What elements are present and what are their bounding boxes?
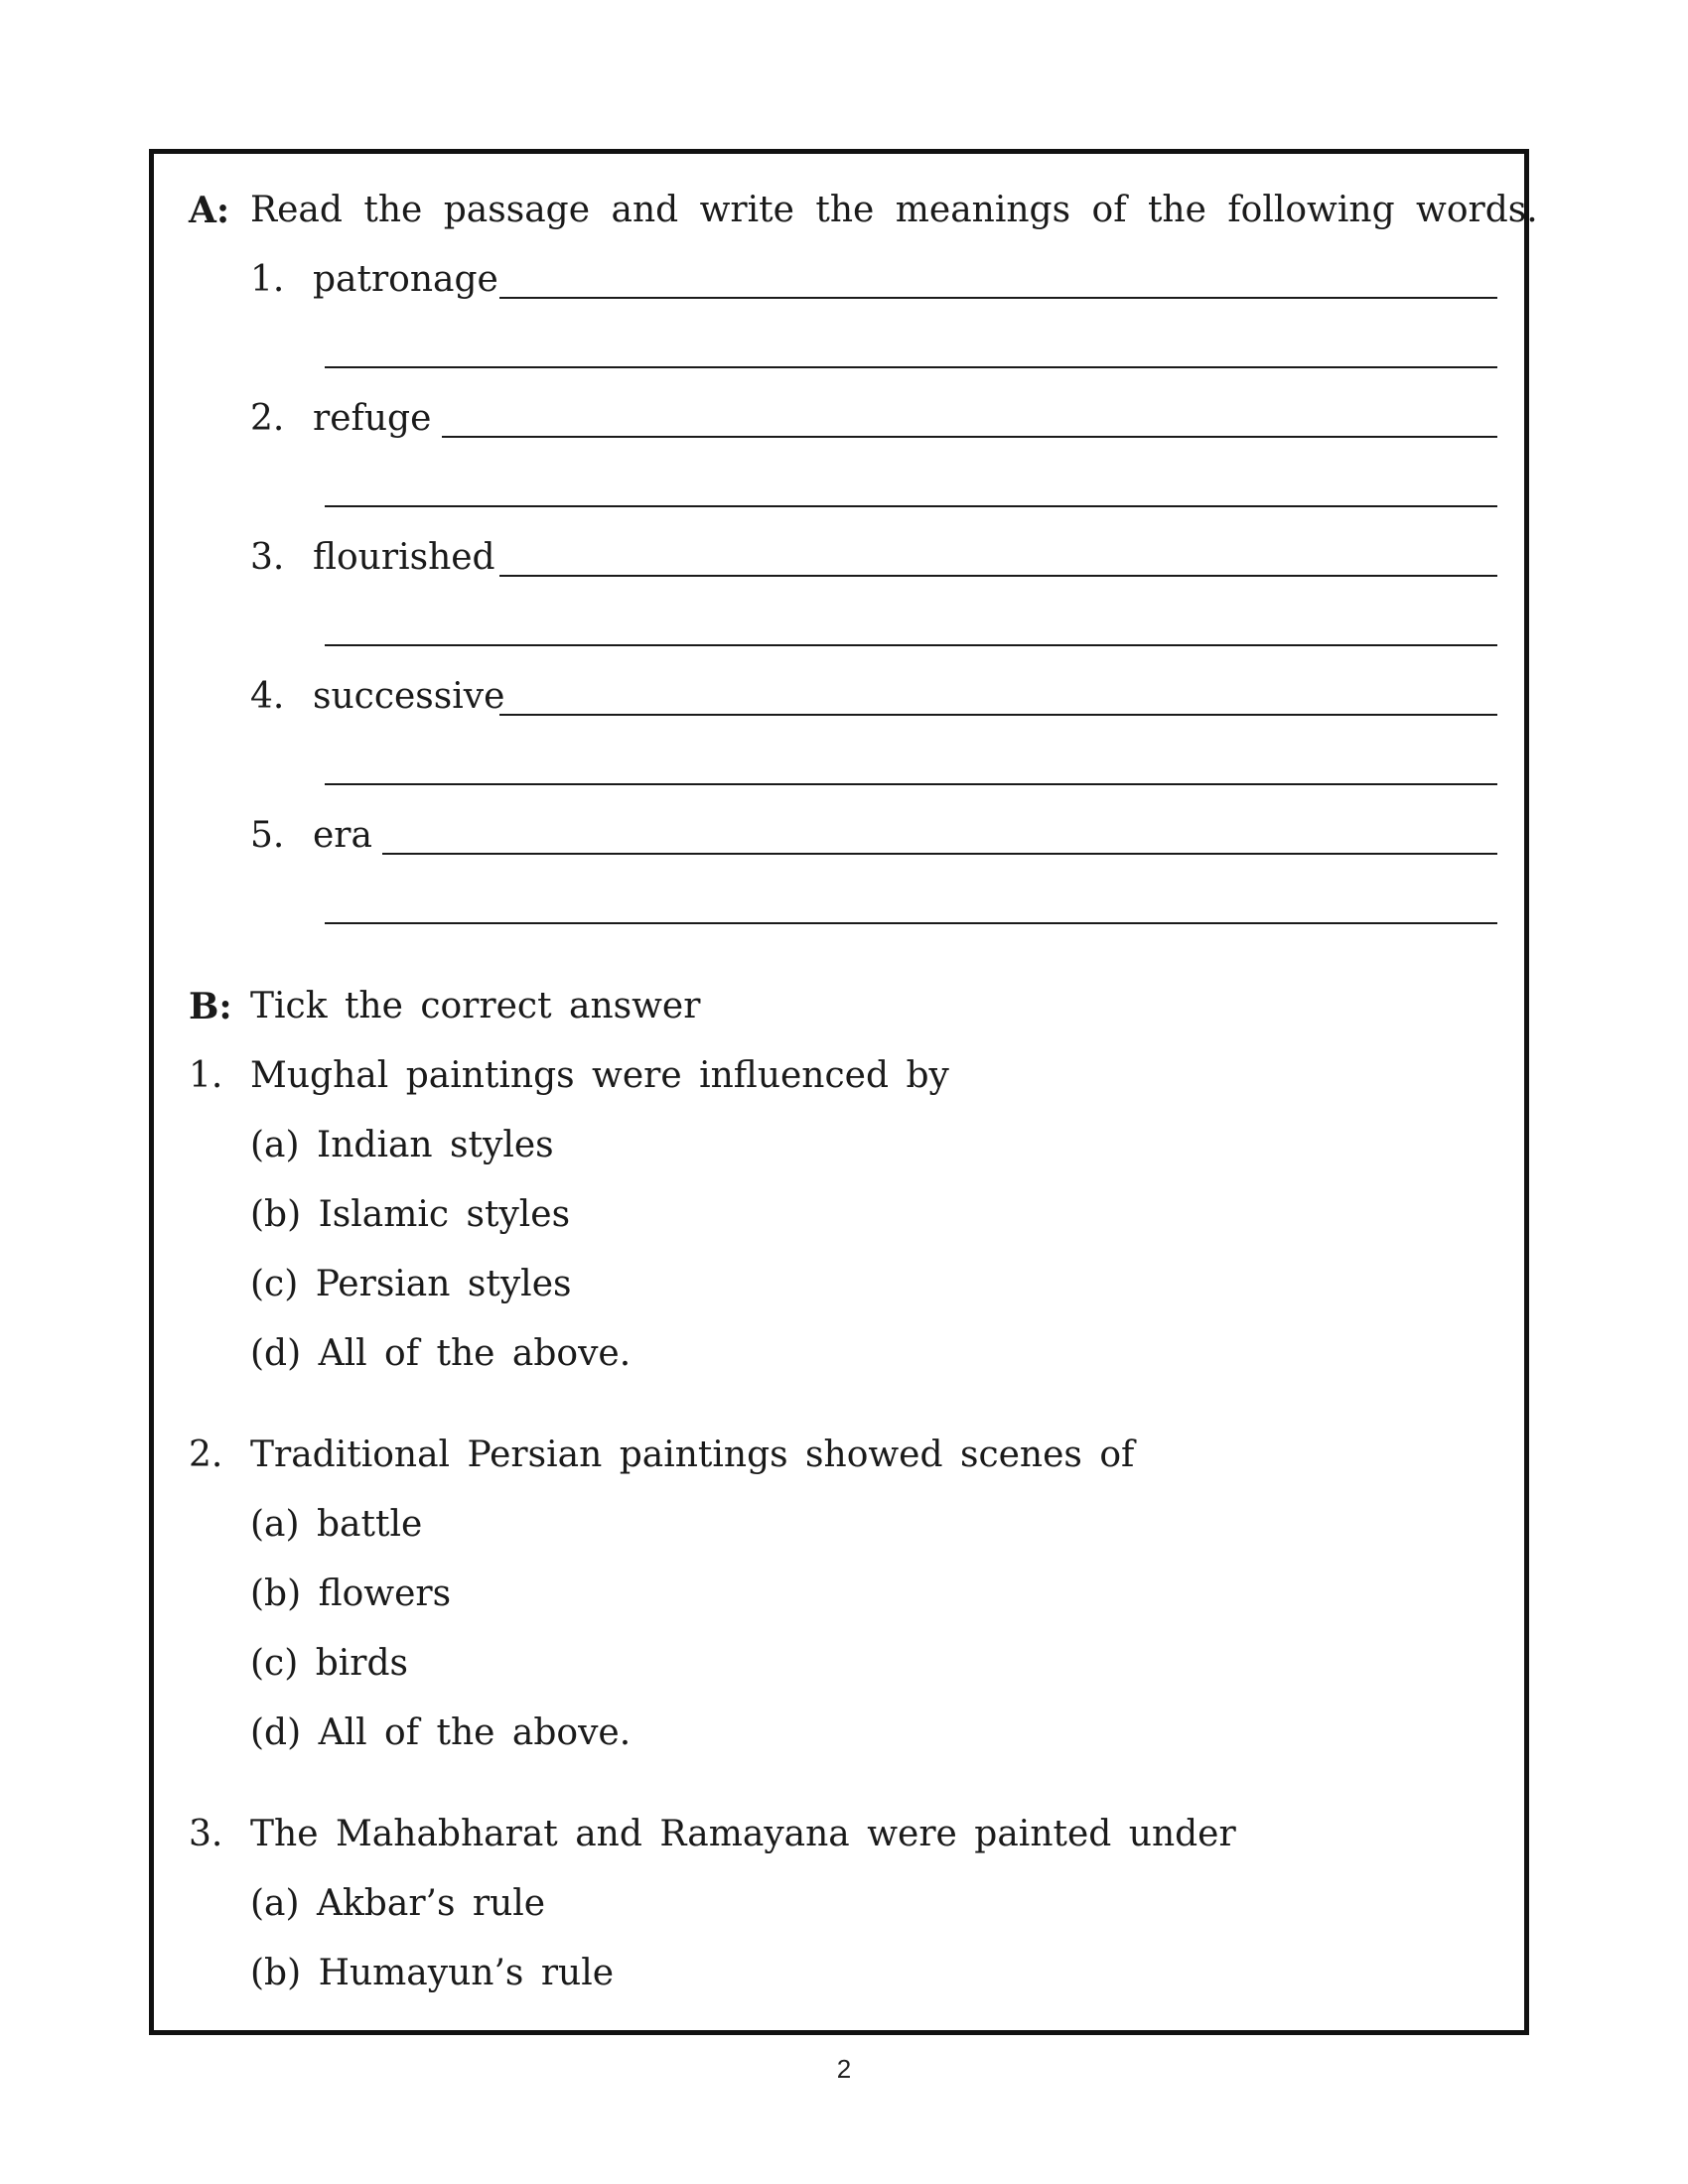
answer-line[interactable] (325, 783, 1497, 785)
option-2b[interactable]: (b) flowers (250, 1573, 452, 1614)
answer-line[interactable] (442, 436, 1497, 438)
word-item-flourished: flourished (313, 537, 495, 578)
answer-line[interactable] (499, 714, 1497, 716)
question-number: 3. (189, 1814, 223, 1854)
word-item-number: 1. (250, 259, 285, 300)
page-number: 2 (836, 2054, 852, 2084)
answer-line[interactable] (325, 505, 1497, 507)
word-item-successive: successive (313, 676, 505, 717)
section-a-instruction: Read the passage and write the meanings of the following words. (250, 190, 1538, 230)
option-3b[interactable]: (b) Humayun’s rule (250, 1953, 615, 1993)
question-text: Mughal paintings were influenced by (250, 1055, 949, 1096)
option-2a[interactable]: (a) battle (250, 1504, 423, 1545)
option-1c[interactable]: (c) Persian styles (250, 1264, 572, 1304)
question-text: Traditional Persian paintings showed scenes of (250, 1434, 1135, 1475)
answer-line[interactable] (382, 853, 1497, 855)
option-3a[interactable]: (a) Akbar’s rule (250, 1883, 546, 1924)
answer-line[interactable] (325, 922, 1497, 924)
question-number: 1. (189, 1055, 223, 1096)
section-b-instruction: Tick the correct answer (250, 986, 701, 1026)
answer-line[interactable] (325, 644, 1497, 646)
section-b-letter: B: (189, 986, 232, 1027)
answer-line[interactable] (499, 575, 1497, 577)
word-item-patronage: patronage (313, 259, 498, 300)
word-item-era: era (313, 815, 372, 856)
word-item-number: 2. (250, 398, 285, 439)
answer-line[interactable] (325, 366, 1497, 368)
option-2d[interactable]: (d) All of the above. (250, 1712, 632, 1753)
answer-line[interactable] (499, 297, 1497, 299)
section-a-letter: A: (189, 190, 230, 231)
word-item-refuge: refuge (313, 398, 432, 439)
option-1b[interactable]: (b) Islamic styles (250, 1194, 571, 1235)
word-item-number: 4. (250, 676, 285, 717)
option-2c[interactable]: (c) birds (250, 1643, 408, 1684)
option-1a[interactable]: (a) Indian styles (250, 1125, 554, 1165)
word-item-number: 5. (250, 815, 285, 856)
question-number: 2. (189, 1434, 223, 1475)
question-text: The Mahabharat and Ramayana were painted under (250, 1814, 1236, 1854)
word-item-number: 3. (250, 537, 285, 578)
option-1d[interactable]: (d) All of the above. (250, 1333, 632, 1374)
